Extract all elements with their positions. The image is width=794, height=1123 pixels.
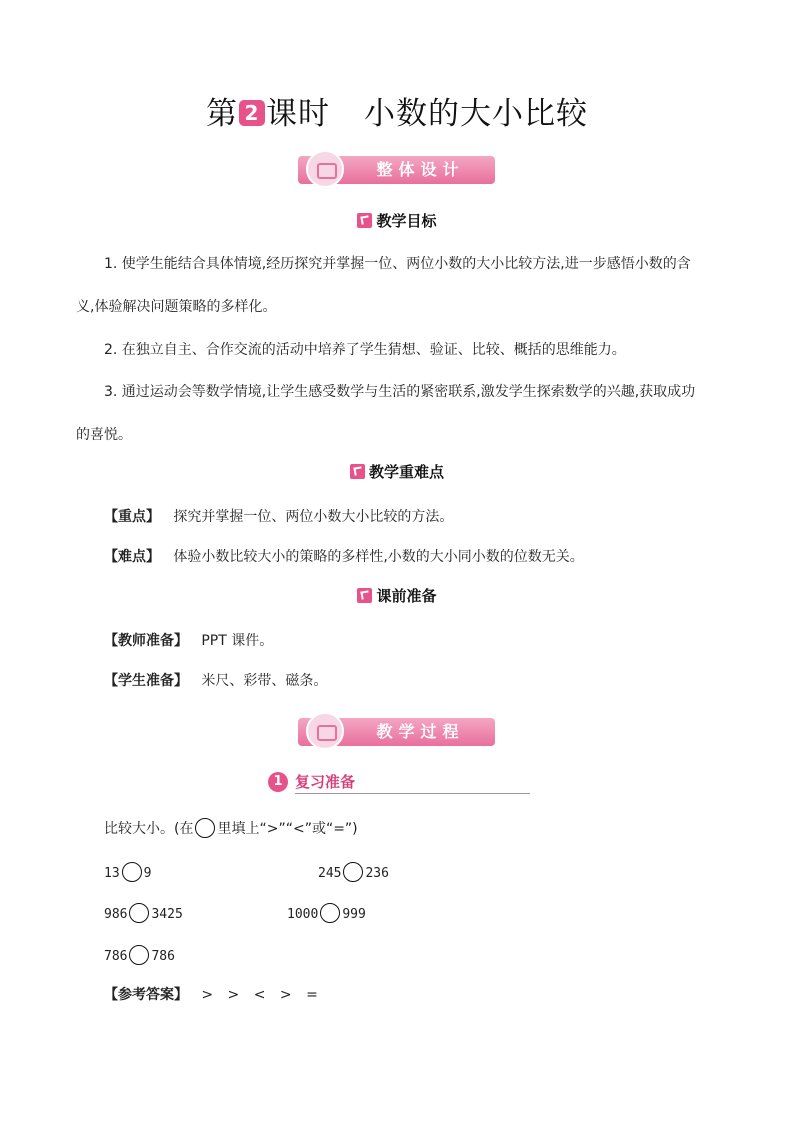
instruction-before: 比较大小。(在 xyxy=(104,821,194,837)
lesson-number-badge: 2 xyxy=(239,100,265,126)
compare-right: 786 xyxy=(151,949,175,964)
goal-1-line1: 1. 使学生能结合具体情境,经历探究并掌握一位、两位小数的大小比较方法,进一步感悟小数的含 xyxy=(104,256,691,272)
section-marker-icon xyxy=(357,588,372,603)
teacher-prep-label: 【教师准备】 xyxy=(104,633,188,649)
compare-left: 13 xyxy=(104,866,120,881)
hard-text: 体验小数比较大小的策略的多样性,小数的大小同小数的位数无关。 xyxy=(173,549,584,565)
hard-label: 【难点】 xyxy=(104,549,160,565)
goal-3-line1: 3. 通过运动会等数学情境,让学生感受数学与生活的紧密联系,激发学生探索数学的兴趣,获取成功 xyxy=(104,384,696,400)
section-label: 课前准备 xyxy=(376,587,437,605)
compare-left: 986 xyxy=(104,907,128,922)
reference-answer-row xyxy=(104,984,318,1004)
compare-item-2 xyxy=(318,862,389,882)
teacher-prep-row xyxy=(104,630,273,650)
goal-2: 2. 在独立自主、合作交流的活动中培养了学生猜想、验证、比较、概括的思维能力。 xyxy=(104,342,626,358)
banner-label: 整体设计 xyxy=(376,160,465,179)
instruction-after: 里填上“>”“<”或“=”) xyxy=(217,821,358,837)
goal-1-line2: 义,体验解决问题策略的多样化。 xyxy=(76,299,277,315)
answer-blank[interactable] xyxy=(129,945,149,965)
student-prep-row xyxy=(104,670,327,690)
section-keypoints-heading xyxy=(0,461,794,482)
step-number-badge: 1 xyxy=(268,772,288,792)
compare-item-4 xyxy=(287,903,366,923)
answer-blank[interactable] xyxy=(320,903,340,923)
section-goals-heading xyxy=(0,210,794,231)
compare-left: 245 xyxy=(318,866,342,881)
key-label: 【重点】 xyxy=(104,509,160,525)
section-marker-icon xyxy=(350,464,365,479)
answer-label: 【参考答案】 xyxy=(104,987,188,1003)
title-prefix: 第 xyxy=(206,96,238,132)
compare-item-3 xyxy=(104,903,183,923)
step-underline xyxy=(295,793,530,794)
answer-blank[interactable] xyxy=(343,862,363,882)
section-prep-heading xyxy=(0,585,794,606)
blank-circle-icon xyxy=(195,818,215,838)
target-icon xyxy=(306,712,344,750)
book-icon xyxy=(306,150,344,188)
banner-label: 教学过程 xyxy=(376,722,465,741)
compare-right: 9 xyxy=(143,866,152,881)
section-marker-icon xyxy=(357,213,372,228)
hard-point-row xyxy=(104,546,584,566)
teacher-prep-text: PPT 课件。 xyxy=(201,633,274,649)
student-prep-label: 【学生准备】 xyxy=(104,673,188,689)
title-topic: 小数的大小比较 xyxy=(364,96,588,132)
compare-left: 1000 xyxy=(287,907,319,922)
goal-3-line2: 的喜悦。 xyxy=(76,427,132,443)
answer-blank[interactable] xyxy=(129,903,149,923)
goal-1 xyxy=(76,243,720,285)
teaching-process-banner xyxy=(298,718,495,746)
exercise-instruction xyxy=(104,818,358,838)
page-title xyxy=(0,88,794,133)
overall-design-banner xyxy=(298,156,495,184)
compare-left: 786 xyxy=(104,949,128,964)
section-label: 教学目标 xyxy=(376,212,437,230)
step-label: 复习准备 xyxy=(295,773,356,791)
key-text: 探究并掌握一位、两位小数大小比较的方法。 xyxy=(173,509,454,525)
compare-item-1 xyxy=(104,862,151,882)
compare-item-5 xyxy=(104,945,175,965)
compare-right: 999 xyxy=(342,907,366,922)
compare-right: 3425 xyxy=(151,907,183,922)
title-suffix: 课时 xyxy=(266,96,330,132)
section-label: 教学重难点 xyxy=(368,463,444,481)
answer-text: > > < > = xyxy=(201,987,318,1003)
step-review-heading xyxy=(268,770,530,794)
answer-blank[interactable] xyxy=(122,862,142,882)
key-point-row xyxy=(104,506,453,526)
student-prep-text: 米尺、彩带、磁条。 xyxy=(201,673,328,689)
compare-right: 236 xyxy=(365,866,389,881)
